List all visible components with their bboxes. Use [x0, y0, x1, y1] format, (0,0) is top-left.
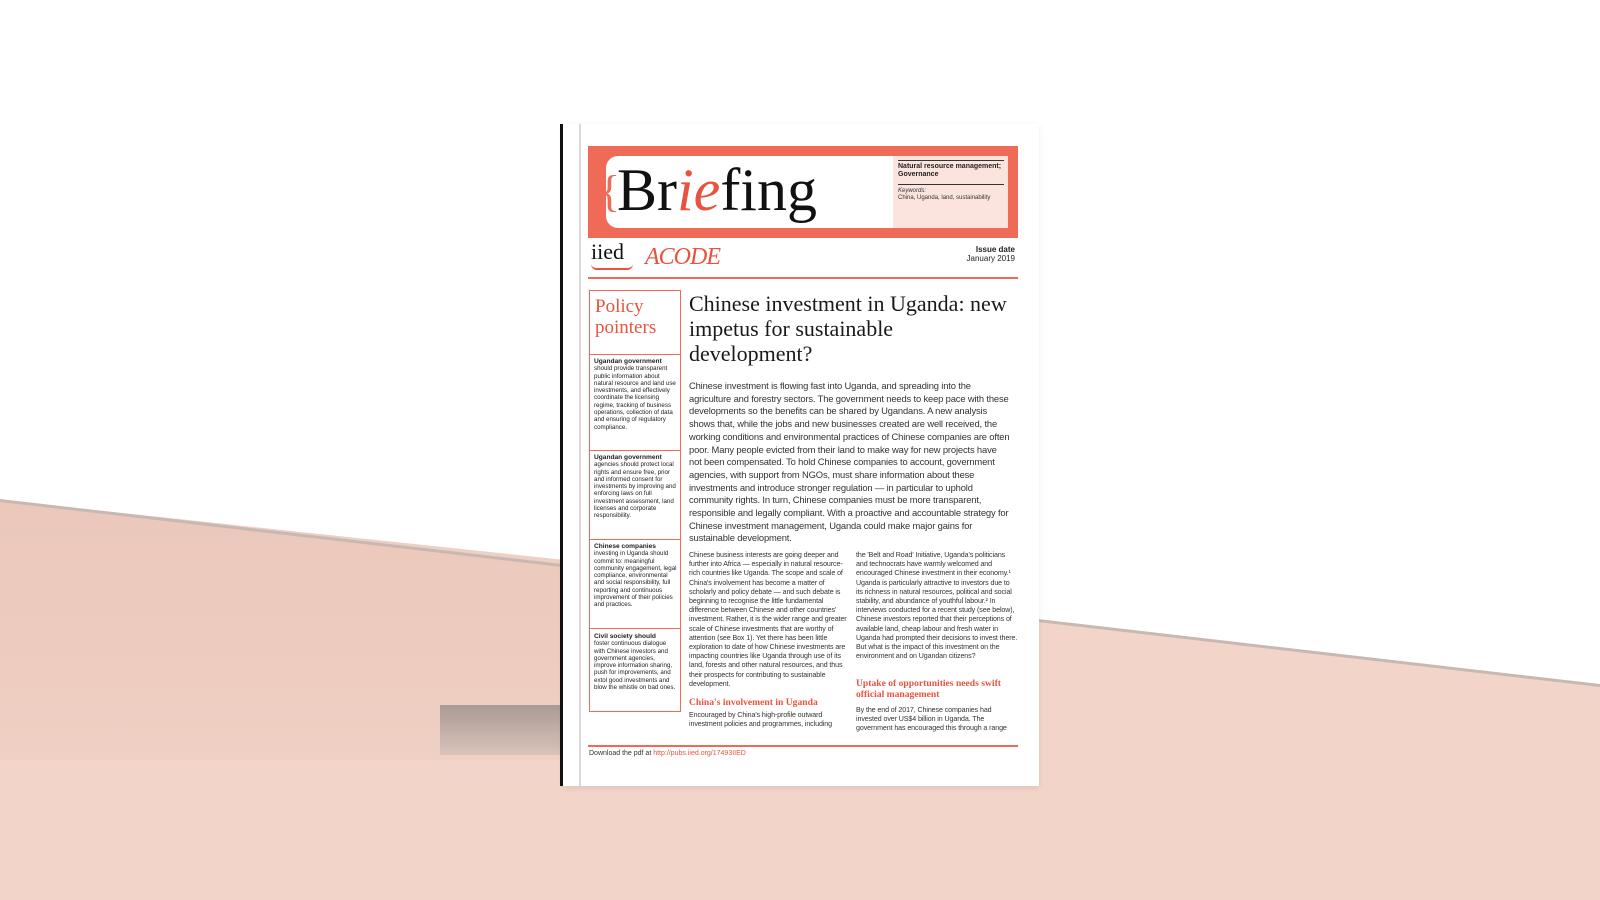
policy-pointer-item: Civil society should foster continuous dialogue with Chinese investors and government agencies, improve information sharing, push for improvements, and extol good investments and blow the whistle on bad ones.: [594, 633, 676, 692]
keywords-value: China, Uganda, land, sustainability: [898, 195, 991, 201]
brace-icon: {: [599, 167, 621, 216]
keywords-label: Keywords:: [898, 188, 927, 194]
article-heading: Chinese investment in Uganda: new impetus for sustainable development?: [689, 291, 1007, 366]
iied-logo-swoosh: [591, 264, 633, 270]
header-divider: [588, 277, 1018, 279]
policy-pointer-divider: [589, 354, 681, 355]
iied-logo: iied: [591, 239, 624, 264]
policy-pointer-divider: [589, 628, 681, 629]
footer-download-text: Download the pdf at http://pubs.iied.org/17493IIED: [589, 750, 746, 757]
issue-date-value: January 2019: [966, 254, 1015, 263]
topic-text: Natural resource management; Governance: [898, 163, 1002, 178]
topic-rule: [898, 160, 1004, 161]
issue-date-label: Issue date: [975, 245, 1015, 254]
body-column-1-continued: Encouraged by China's high-profile outward investment policies and programmes, including: [689, 711, 832, 729]
section-heading-china-involvement: China's involvement in Uganda: [689, 697, 818, 708]
policy-pointers-title: Policy pointers: [595, 296, 657, 338]
policy-pointer-divider: [589, 539, 681, 540]
policy-pointer-item: Ugandan government should provide transparent public information about natural resource and land use investments, and effectively coordinate the licensing regime, tracking of business operations, collection of data and ensuring of regulatory compliance.: [594, 358, 676, 431]
policy-pointer-item: Chinese companies investing in Uganda should commit to: meaningful community engagement, legal compliance, environmental and social responsibility, full reporting and continuous improvement of their policies and practices.: [594, 543, 677, 609]
policy-pointer-divider: [589, 450, 681, 451]
page-spine: [579, 124, 581, 786]
article-lead: Chinese investment is flowing fast into Uganda, and spreading into the agriculture and forestry sectors. The government needs to keep pace with these developments so the benefits can be shared by Ugandans. A new analysis shows that, while the jobs and new businesses created are well received, the working conditions and environmental practices of Chinese companies are often poor. Many people evicted from their land to make way for new projects have not been compensated. To hold Chinese companies to account, government agencies, with support from NGOs, must share information about these investments and introduce stronger regulation — in particular to uphold community rights. In turn, Chinese companies must be more transparent, responsible and legally compliant. With a proactive and accountable strategy for Chinese investment management, Uganda could make major gains for sustainable development.: [689, 380, 1010, 544]
pdf-download-link[interactable]: http://pubs.iied.org/17493IIED: [653, 750, 746, 757]
policy-pointer-item: Ugandan government agencies should protect local rights and ensure free, prior and informed consent for investments by improving and enforcing laws on full investment assessment, land licenses and corporate responsibility.: [594, 454, 676, 520]
body-column-2: the 'Belt and Road' Initiative, Uganda's politicians and technocrats have warmly welcomed and encouraged Chinese investment in their economy.¹ Uganda is particularly attractive to investors due to its richness in natural resources, political and social stability, and abundance of youthful labour.² In interviews conducted for a recent study (see below), Chinese investors reported that their perceptions of available land, cheap labour and fresh water in Uganda had prompted their decisions to invest there. But what is the impact of this investment on the environment and on Ugandan citizens?: [856, 551, 1018, 661]
series-title: Briefing: [617, 157, 817, 223]
acode-logo: ACODE: [645, 244, 720, 270]
section-heading-uptake: Uptake of opportunities needs swift official management: [856, 678, 1001, 700]
body-column-1: Chinese business interests are going deeper and further into Africa — especially in natural resource-rich countries like Uganda. The scope and scale of China's involvement has become a matter of scholarly and policy debate — and such debate is beginning to recognise the little fundamental difference between Chinese and other countries' investment. Rather, it is the wider range and greater scale of Chinese investments that are worthy of attention (see Box 1). Yet there has been little exploration to date of how Chinese investments are impacting countries like Uganda through use of its land, forests and other natural resources, and thus their prospects for contributing to sustainable development.: [689, 551, 847, 688]
footer-divider: [588, 745, 1018, 747]
keywords-rule: [898, 184, 1004, 185]
background-shadow-block: [440, 705, 565, 755]
body-column-2-continued: By the end of 2017, Chinese companies had invested over US$4 billion in Uganda. The government has encouraged this through a range: [856, 706, 1007, 733]
